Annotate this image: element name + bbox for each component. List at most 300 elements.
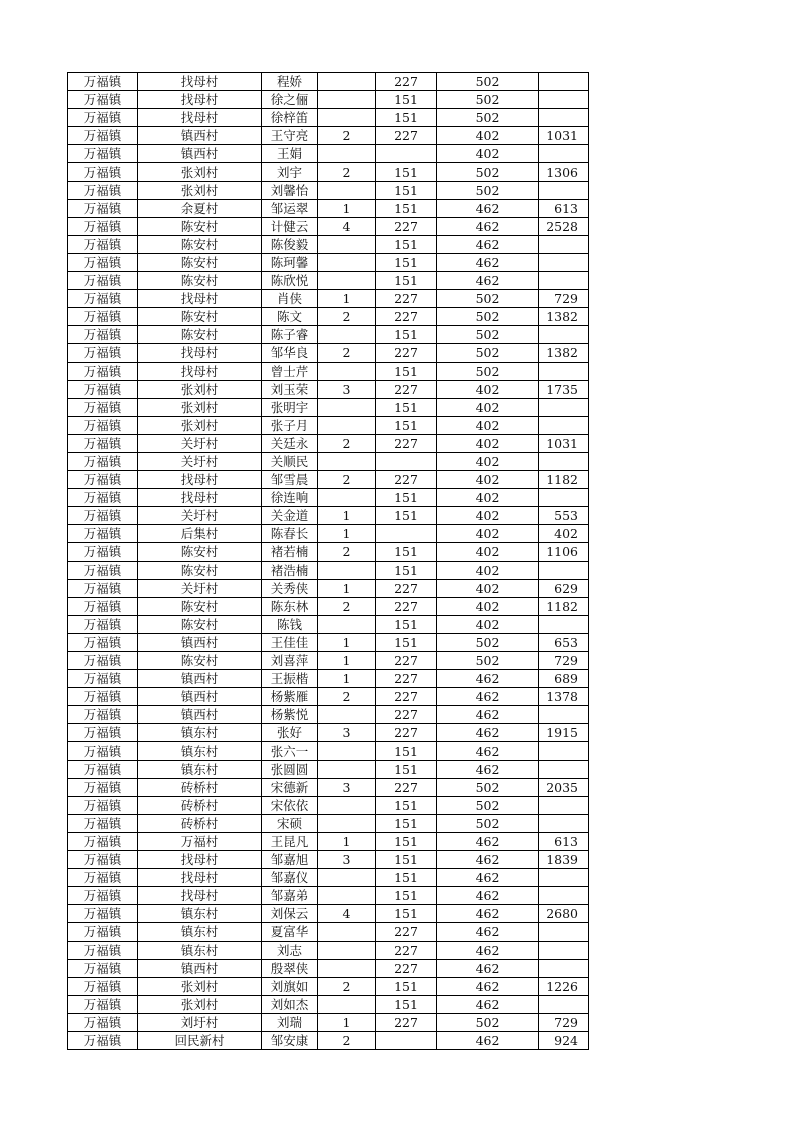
table-row	[68, 489, 589, 507]
table-row	[68, 253, 589, 271]
total-cell	[539, 362, 589, 380]
name-cell: 王佳佳	[262, 633, 318, 651]
name-cell: 陈俊毅	[262, 235, 318, 253]
name-cell: 张子月	[262, 416, 318, 434]
town-cell: 万福镇	[68, 326, 138, 344]
village-cell: 陈安村	[138, 615, 262, 633]
amount-b-cell: 462	[437, 941, 539, 959]
name-cell: 褚若楠	[262, 543, 318, 561]
village-cell: 找母村	[138, 109, 262, 127]
total-cell: 924	[539, 1031, 589, 1049]
amount-b-cell: 402	[437, 579, 539, 597]
count-cell	[318, 959, 376, 977]
count-cell	[318, 923, 376, 941]
table-row	[68, 977, 589, 995]
count-cell	[318, 235, 376, 253]
village-cell: 张刘村	[138, 995, 262, 1013]
name-cell: 徐梓笛	[262, 109, 318, 127]
town-cell: 万福镇	[68, 742, 138, 760]
village-cell: 找母村	[138, 290, 262, 308]
count-cell	[318, 416, 376, 434]
amount-b-cell: 462	[437, 905, 539, 923]
count-cell: 1	[318, 507, 376, 525]
total-cell	[539, 73, 589, 91]
amount-b-cell: 502	[437, 778, 539, 796]
total-cell	[539, 615, 589, 633]
amount-a-cell: 151	[376, 235, 437, 253]
name-cell: 陈春长	[262, 525, 318, 543]
amount-b-cell: 462	[437, 851, 539, 869]
name-cell: 陈钱	[262, 615, 318, 633]
table-row	[68, 633, 589, 651]
amount-b-cell: 502	[437, 73, 539, 91]
count-cell: 1	[318, 633, 376, 651]
table-row	[68, 796, 589, 814]
table-row	[68, 344, 589, 362]
name-cell: 杨紫雁	[262, 688, 318, 706]
total-cell: 1306	[539, 163, 589, 181]
total-cell	[539, 109, 589, 127]
amount-b-cell: 402	[437, 525, 539, 543]
village-cell: 张刘村	[138, 416, 262, 434]
amount-a-cell: 227	[376, 652, 437, 670]
town-cell: 万福镇	[68, 416, 138, 434]
table-row	[68, 290, 589, 308]
amount-b-cell: 462	[437, 724, 539, 742]
village-cell: 张刘村	[138, 163, 262, 181]
amount-a-cell: 227	[376, 344, 437, 362]
amount-b-cell: 462	[437, 199, 539, 217]
village-cell: 陈安村	[138, 597, 262, 615]
table-row	[68, 145, 589, 163]
table-row	[68, 127, 589, 145]
table-row	[68, 905, 589, 923]
name-cell: 夏富华	[262, 923, 318, 941]
total-cell: 689	[539, 670, 589, 688]
count-cell: 2	[318, 1031, 376, 1049]
table-row	[68, 579, 589, 597]
total-cell: 1382	[539, 308, 589, 326]
count-cell	[318, 561, 376, 579]
amount-b-cell: 502	[437, 109, 539, 127]
count-cell	[318, 73, 376, 91]
table-row	[68, 272, 589, 290]
town-cell: 万福镇	[68, 995, 138, 1013]
count-cell	[318, 995, 376, 1013]
total-cell	[539, 887, 589, 905]
amount-a-cell: 151	[376, 814, 437, 832]
total-cell	[539, 489, 589, 507]
town-cell: 万福镇	[68, 887, 138, 905]
village-cell: 镇东村	[138, 905, 262, 923]
table-row	[68, 434, 589, 452]
amount-a-cell: 227	[376, 380, 437, 398]
name-cell: 刘喜萍	[262, 652, 318, 670]
count-cell	[318, 452, 376, 470]
table-row	[68, 398, 589, 416]
table-row	[68, 814, 589, 832]
amount-a-cell: 151	[376, 109, 437, 127]
name-cell: 徐之俪	[262, 91, 318, 109]
amount-b-cell: 462	[437, 706, 539, 724]
town-cell: 万福镇	[68, 217, 138, 235]
town-cell: 万福镇	[68, 760, 138, 778]
village-cell: 张刘村	[138, 398, 262, 416]
name-cell: 刘宇	[262, 163, 318, 181]
town-cell: 万福镇	[68, 543, 138, 561]
village-cell: 张刘村	[138, 380, 262, 398]
town-cell: 万福镇	[68, 127, 138, 145]
table-row	[68, 109, 589, 127]
amount-b-cell: 502	[437, 344, 539, 362]
town-cell: 万福镇	[68, 525, 138, 543]
amount-b-cell: 502	[437, 308, 539, 326]
name-cell: 殷翠侠	[262, 959, 318, 977]
village-cell: 关圩村	[138, 507, 262, 525]
amount-b-cell: 502	[437, 163, 539, 181]
village-cell: 找母村	[138, 471, 262, 489]
name-cell: 张好	[262, 724, 318, 742]
table-row	[68, 416, 589, 434]
table-row	[68, 887, 589, 905]
total-cell	[539, 869, 589, 887]
name-cell: 杨紫悦	[262, 706, 318, 724]
name-cell: 陈珂馨	[262, 253, 318, 271]
amount-a-cell: 151	[376, 362, 437, 380]
town-cell: 万福镇	[68, 507, 138, 525]
count-cell: 2	[318, 308, 376, 326]
village-cell: 找母村	[138, 91, 262, 109]
village-cell: 找母村	[138, 869, 262, 887]
total-cell	[539, 326, 589, 344]
count-cell: 2	[318, 127, 376, 145]
total-cell: 2035	[539, 778, 589, 796]
name-cell: 宋依依	[262, 796, 318, 814]
village-cell: 镇西村	[138, 633, 262, 651]
amount-a-cell: 227	[376, 597, 437, 615]
amount-b-cell: 402	[437, 615, 539, 633]
amount-a-cell: 151	[376, 887, 437, 905]
town-cell: 万福镇	[68, 471, 138, 489]
village-cell: 关圩村	[138, 452, 262, 470]
town-cell: 万福镇	[68, 941, 138, 959]
total-cell	[539, 995, 589, 1013]
village-cell: 镇东村	[138, 923, 262, 941]
name-cell: 张六一	[262, 742, 318, 760]
total-cell: 613	[539, 832, 589, 850]
total-cell	[539, 814, 589, 832]
count-cell	[318, 796, 376, 814]
count-cell: 2	[318, 597, 376, 615]
amount-b-cell: 462	[437, 235, 539, 253]
village-cell: 找母村	[138, 73, 262, 91]
amount-a-cell: 151	[376, 272, 437, 290]
table-row	[68, 362, 589, 380]
village-cell: 回民新村	[138, 1031, 262, 1049]
count-cell: 1	[318, 670, 376, 688]
village-cell: 关圩村	[138, 579, 262, 597]
amount-b-cell: 402	[437, 434, 539, 452]
village-cell: 镇东村	[138, 724, 262, 742]
amount-a-cell: 151	[376, 163, 437, 181]
village-cell: 镇东村	[138, 760, 262, 778]
amount-b-cell: 462	[437, 832, 539, 850]
amount-a-cell: 151	[376, 507, 437, 525]
town-cell: 万福镇	[68, 235, 138, 253]
name-cell: 关金道	[262, 507, 318, 525]
amount-a-cell: 227	[376, 724, 437, 742]
town-cell: 万福镇	[68, 91, 138, 109]
table-row	[68, 561, 589, 579]
name-cell: 陈东林	[262, 597, 318, 615]
table-row	[68, 869, 589, 887]
village-cell: 陈安村	[138, 652, 262, 670]
town-cell: 万福镇	[68, 434, 138, 452]
amount-a-cell: 151	[376, 977, 437, 995]
amount-b-cell: 502	[437, 796, 539, 814]
table-row	[68, 525, 589, 543]
town-cell: 万福镇	[68, 109, 138, 127]
table-row	[68, 308, 589, 326]
table-row	[68, 181, 589, 199]
name-cell: 刘保云	[262, 905, 318, 923]
name-cell: 刘旗如	[262, 977, 318, 995]
name-cell: 邹嘉旭	[262, 851, 318, 869]
amount-a-cell: 227	[376, 434, 437, 452]
amount-a-cell: 151	[376, 398, 437, 416]
total-cell: 2528	[539, 217, 589, 235]
amount-b-cell: 462	[437, 272, 539, 290]
total-cell: 1915	[539, 724, 589, 742]
amount-b-cell: 462	[437, 217, 539, 235]
amount-b-cell: 462	[437, 959, 539, 977]
name-cell: 邹雪晨	[262, 471, 318, 489]
town-cell: 万福镇	[68, 670, 138, 688]
table-row	[68, 615, 589, 633]
village-cell: 陈安村	[138, 543, 262, 561]
village-cell: 镇东村	[138, 941, 262, 959]
name-cell: 王娟	[262, 145, 318, 163]
town-cell: 万福镇	[68, 959, 138, 977]
name-cell: 刘如杰	[262, 995, 318, 1013]
name-cell: 陈欣悦	[262, 272, 318, 290]
amount-b-cell: 462	[437, 688, 539, 706]
amount-b-cell: 402	[437, 507, 539, 525]
town-cell: 万福镇	[68, 561, 138, 579]
village-cell: 陈安村	[138, 561, 262, 579]
amount-a-cell: 151	[376, 905, 437, 923]
total-cell: 1031	[539, 127, 589, 145]
count-cell: 1	[318, 290, 376, 308]
village-cell: 陈安村	[138, 326, 262, 344]
total-cell: 1839	[539, 851, 589, 869]
total-cell	[539, 941, 589, 959]
town-cell: 万福镇	[68, 652, 138, 670]
village-cell: 刘圩村	[138, 1013, 262, 1031]
amount-b-cell: 402	[437, 127, 539, 145]
village-cell: 找母村	[138, 489, 262, 507]
table-row	[68, 778, 589, 796]
name-cell: 王昆凡	[262, 832, 318, 850]
count-cell: 4	[318, 217, 376, 235]
total-cell: 729	[539, 652, 589, 670]
total-cell	[539, 959, 589, 977]
table-row	[68, 380, 589, 398]
amount-b-cell: 502	[437, 1013, 539, 1031]
name-cell: 关秀侠	[262, 579, 318, 597]
village-cell: 镇西村	[138, 127, 262, 145]
village-cell: 镇东村	[138, 742, 262, 760]
amount-a-cell: 227	[376, 688, 437, 706]
name-cell: 张圆圆	[262, 760, 318, 778]
amount-b-cell: 462	[437, 923, 539, 941]
amount-a-cell: 227	[376, 923, 437, 941]
total-cell: 402	[539, 525, 589, 543]
table-row	[68, 326, 589, 344]
name-cell: 关廷永	[262, 434, 318, 452]
town-cell: 万福镇	[68, 181, 138, 199]
village-cell: 陈安村	[138, 235, 262, 253]
count-cell: 3	[318, 851, 376, 869]
amount-b-cell: 462	[437, 253, 539, 271]
count-cell: 2	[318, 688, 376, 706]
name-cell: 曾士芹	[262, 362, 318, 380]
table-row	[68, 724, 589, 742]
total-cell	[539, 181, 589, 199]
town-cell: 万福镇	[68, 633, 138, 651]
amount-a-cell	[376, 145, 437, 163]
count-cell: 2	[318, 471, 376, 489]
amount-a-cell: 151	[376, 760, 437, 778]
village-cell: 找母村	[138, 362, 262, 380]
amount-a-cell: 227	[376, 471, 437, 489]
name-cell: 肖侠	[262, 290, 318, 308]
count-cell: 2	[318, 977, 376, 995]
amount-b-cell: 402	[437, 561, 539, 579]
town-cell: 万福镇	[68, 398, 138, 416]
town-cell: 万福镇	[68, 1031, 138, 1049]
count-cell	[318, 145, 376, 163]
total-cell	[539, 91, 589, 109]
amount-b-cell: 462	[437, 887, 539, 905]
count-cell	[318, 398, 376, 416]
table-row	[68, 543, 589, 561]
count-cell: 3	[318, 380, 376, 398]
amount-a-cell: 151	[376, 326, 437, 344]
total-cell	[539, 452, 589, 470]
table-row	[68, 452, 589, 470]
table-row	[68, 163, 589, 181]
table-row	[68, 706, 589, 724]
table-row	[68, 1013, 589, 1031]
town-cell: 万福镇	[68, 724, 138, 742]
amount-a-cell	[376, 1031, 437, 1049]
amount-a-cell: 151	[376, 742, 437, 760]
amount-b-cell: 402	[437, 597, 539, 615]
amount-b-cell: 402	[437, 543, 539, 561]
town-cell: 万福镇	[68, 344, 138, 362]
amount-b-cell: 402	[437, 452, 539, 470]
name-cell: 邹嘉弟	[262, 887, 318, 905]
count-cell	[318, 941, 376, 959]
amount-a-cell: 151	[376, 543, 437, 561]
town-cell: 万福镇	[68, 597, 138, 615]
total-cell	[539, 416, 589, 434]
amount-a-cell: 151	[376, 253, 437, 271]
amount-a-cell: 151	[376, 91, 437, 109]
village-cell: 镇西村	[138, 959, 262, 977]
name-cell: 宋德新	[262, 778, 318, 796]
town-cell: 万福镇	[68, 814, 138, 832]
table-row	[68, 832, 589, 850]
town-cell: 万福镇	[68, 272, 138, 290]
town-cell: 万福镇	[68, 579, 138, 597]
village-cell: 张刘村	[138, 977, 262, 995]
town-cell: 万福镇	[68, 977, 138, 995]
town-cell: 万福镇	[68, 253, 138, 271]
name-cell: 程娇	[262, 73, 318, 91]
table-row	[68, 923, 589, 941]
amount-b-cell: 402	[437, 471, 539, 489]
village-cell: 后集村	[138, 525, 262, 543]
table-row	[68, 670, 589, 688]
table-row	[68, 688, 589, 706]
name-cell: 陈文	[262, 308, 318, 326]
total-cell	[539, 253, 589, 271]
table-row	[68, 471, 589, 489]
village-cell: 砖桥村	[138, 778, 262, 796]
count-cell: 1	[318, 525, 376, 543]
table-body	[68, 73, 589, 1050]
count-cell	[318, 615, 376, 633]
amount-a-cell: 227	[376, 217, 437, 235]
table-row	[68, 760, 589, 778]
village-cell: 陈安村	[138, 217, 262, 235]
name-cell: 邹华良	[262, 344, 318, 362]
amount-b-cell: 402	[437, 380, 539, 398]
amount-a-cell: 151	[376, 416, 437, 434]
name-cell: 陈子睿	[262, 326, 318, 344]
amount-b-cell: 462	[437, 869, 539, 887]
count-cell: 1	[318, 1013, 376, 1031]
table-row	[68, 507, 589, 525]
name-cell: 徐连响	[262, 489, 318, 507]
total-cell	[539, 923, 589, 941]
total-cell: 1106	[539, 543, 589, 561]
name-cell: 王守亮	[262, 127, 318, 145]
town-cell: 万福镇	[68, 362, 138, 380]
village-cell: 关圩村	[138, 434, 262, 452]
total-cell: 613	[539, 199, 589, 217]
table-row	[68, 1031, 589, 1049]
count-cell: 2	[318, 543, 376, 561]
amount-b-cell: 402	[437, 489, 539, 507]
village-cell: 砖桥村	[138, 796, 262, 814]
town-cell: 万福镇	[68, 452, 138, 470]
amount-a-cell: 151	[376, 633, 437, 651]
total-cell	[539, 706, 589, 724]
name-cell: 刘馨怡	[262, 181, 318, 199]
amount-b-cell: 502	[437, 633, 539, 651]
count-cell	[318, 706, 376, 724]
count-cell: 3	[318, 778, 376, 796]
table-row	[68, 959, 589, 977]
amount-a-cell: 227	[376, 308, 437, 326]
town-cell: 万福镇	[68, 615, 138, 633]
village-cell: 镇西村	[138, 706, 262, 724]
town-cell: 万福镇	[68, 380, 138, 398]
count-cell	[318, 272, 376, 290]
